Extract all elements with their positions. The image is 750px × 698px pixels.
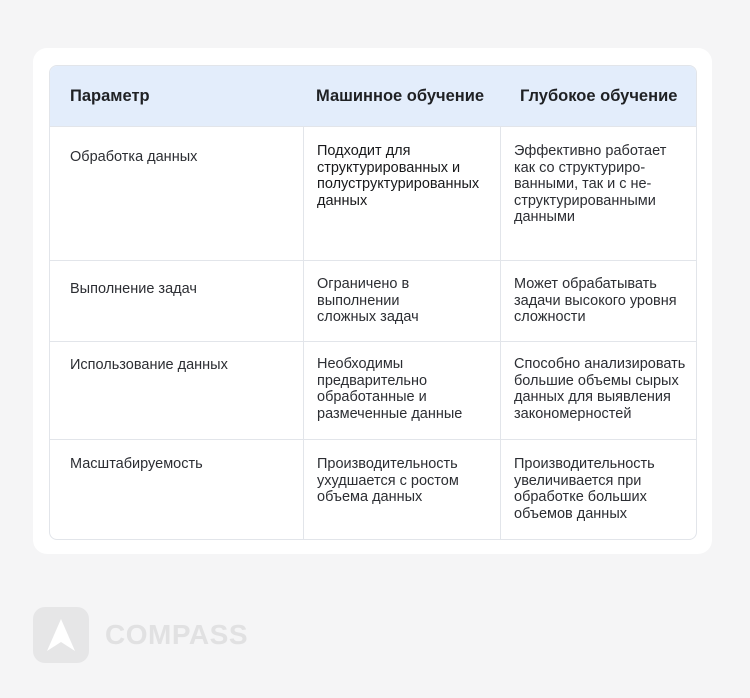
- comparison-table: [49, 65, 697, 540]
- ml-cell-text: Необходимы предварительно обработанные и размеченные данные: [317, 356, 463, 422]
- param-cell: Выполнение задач: [50, 260, 303, 341]
- header-machine-learning: Машинное обучение: [303, 66, 500, 126]
- table-row: [50, 439, 696, 539]
- compass-watermark: [33, 607, 248, 663]
- ml-cell: [303, 126, 500, 260]
- dl-cell: [500, 341, 696, 439]
- dl-cell: [500, 260, 696, 341]
- compass-logo-icon: [33, 607, 89, 663]
- header-deep-learning: Глубокое обучение: [500, 66, 696, 126]
- table-row: [50, 341, 696, 439]
- dl-cell-text: Может обрабатывать задачи высокого уровня сложности: [514, 276, 677, 325]
- table-row: [50, 260, 696, 341]
- ml-cell: [303, 260, 500, 341]
- header-parameter: Параметр: [50, 66, 303, 126]
- dl-cell: [500, 126, 696, 260]
- ml-cell: [303, 341, 500, 439]
- dl-cell-text: Способно анализировать большие объемы сырых данных для выявления закономерностей: [514, 356, 686, 422]
- param-cell: Масштабируемость: [50, 439, 303, 539]
- compass-logo-text: COMPASS: [105, 619, 248, 650]
- param-cell: Обработка данных: [50, 126, 303, 260]
- ml-cell-text: Производительность ухудшается с ростом объема данных: [317, 456, 459, 505]
- comparison-card: [33, 48, 712, 554]
- dl-cell: [500, 439, 696, 539]
- table-row: [50, 126, 696, 260]
- dl-cell-text: Эффективно работает как со структуриро-ванными, так и с не-структурированными данными: [514, 143, 667, 225]
- table-header-row: [50, 66, 696, 126]
- param-cell: Использование данных: [50, 341, 303, 439]
- ml-cell-text: Подходит для структурированных и полуструктурированных данных: [317, 143, 480, 209]
- ml-cell-text: Ограничено в выполнении сложных задач: [317, 276, 419, 325]
- dl-cell-text: Производительность увеличивается при обработке больших объемов данных: [514, 456, 655, 522]
- ml-cell: [303, 439, 500, 539]
